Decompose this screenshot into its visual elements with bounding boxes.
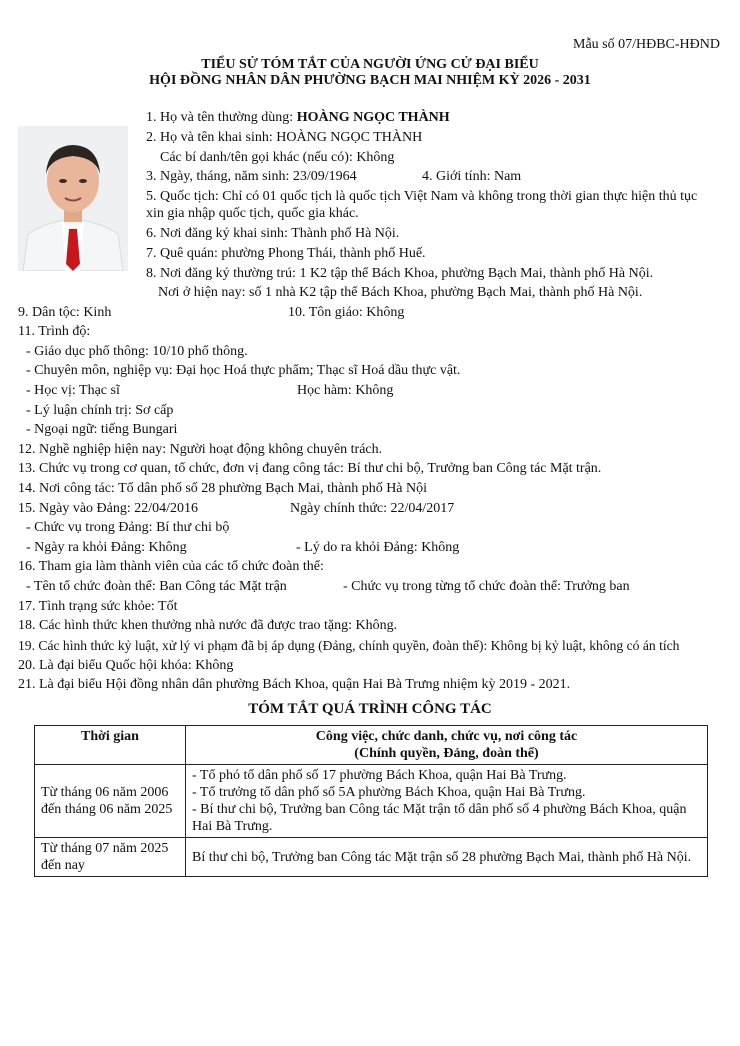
header-period: Thời gian	[35, 726, 186, 765]
row-period: Từ tháng 07 năm 2025 đến nay	[35, 838, 186, 877]
field-party-leave-reason: - Lý do ra khỏi Đảng: Không	[296, 540, 460, 555]
field-awards: 18. Các hình thức khen thưởng nhà nước đã được trao tặng: Không.	[18, 618, 398, 633]
field-nationality-cont: xin gia nhập quốc tịch, quốc gia khác.	[146, 206, 359, 221]
header-work	[186, 726, 708, 765]
field-organizations: 16. Tham gia làm thành viên của các tổ chức đoàn thể:	[18, 559, 324, 574]
field-current-residence: Nơi ở hiện nay: số 1 nhà K2 tập thể Bách Khoa, phường Bạch Mai, thành phố Hà Nội.	[158, 285, 643, 300]
field-council-member: 21. Là đại biểu Hội đồng nhân dân phường Bách Khoa, quận Hai Bà Trưng nhiệm kỳ 2019 - 2021.	[18, 677, 571, 692]
header-work-line2: (Chính quyền, Đảng, đoàn thể)	[354, 746, 539, 761]
field-hometown: 7. Quê quán: phường Phong Thái, thành phố Huế.	[146, 246, 426, 261]
field-party-position: - Chức vụ trong Đảng: Bí thư chi bộ	[26, 520, 230, 535]
field-nationality: 5. Quốc tịch: Chỉ có 01 quốc tịch là quốc tịch Việt Nam và không trong thời gian thực hiện thủ tục	[146, 189, 698, 204]
table-row	[35, 838, 708, 877]
field-organization-role: - Chức vụ trong từng tổ chức đoàn thể: Trưởng ban	[343, 579, 630, 594]
field-occupation: 12. Nghề nghiệp hiện nay: Người hoạt động không chuyên trách.	[18, 442, 383, 457]
title-line-2: HỘI ĐỒNG NHÂN DÂN PHƯỜNG BẠCH MAI NHIỆM KỲ 2026 - 2031	[149, 73, 591, 88]
field-academic-title: Học hàm: Không	[297, 383, 394, 398]
field-party-official-date: Ngày chính thức: 22/04/2017	[290, 501, 455, 516]
field-general-education: - Giáo dục phổ thông: 10/10 phổ thông.	[26, 344, 248, 359]
field-specialization: - Chuyên môn, nghiệp vụ: Đại học Hoá thực phẩm; Thạc sĩ Hoá dầu thực vật.	[26, 363, 461, 378]
field-workplace: 14. Nơi công tác: Tổ dân phố số 28 phường Bạch Mai, thành phố Hà Nội	[18, 481, 428, 496]
field-party-leave-date: - Ngày ra khỏi Đảng: Không	[26, 540, 187, 555]
work-line: - Tổ trưởng tổ dân phố số 5A phường Bách Khoa, quận Hai Bà Trưng.	[192, 785, 586, 800]
field-common-name: 1. Họ và tên thường dùng: HOÀNG NGỌC THÀNH	[146, 110, 450, 125]
work-summary-title: TÓM TẮT QUÁ TRÌNH CÔNG TÁC	[248, 701, 492, 717]
field-ethnicity: 9. Dân tộc: Kinh	[18, 305, 112, 320]
work-line: - Bí thư chi bộ, Trưởng ban Công tác Mặt trận tổ dân phố số 4 phường Bách Khoa, quận Hai Bà Trưng.	[192, 802, 687, 834]
title-line-1: TIỂU SỬ TÓM TẮT CỦA NGƯỜI ỨNG CỬ ĐẠI BIỂU	[201, 57, 539, 72]
field-permanent-residence: 8. Nơi đăng ký thường trú: 1 K2 tập thể Bách Khoa, phường Bạch Mai, thành phố Hà Nội.	[146, 266, 654, 281]
field-birth-registration: 6. Nơi đăng ký khai sinh: Thành phố Hà Nội.	[146, 226, 400, 241]
form-number: Mẫu số 07/HĐBC-HĐND	[573, 37, 720, 52]
candidate-photo	[18, 126, 128, 271]
candidate-name: HOÀNG NGỌC THÀNH	[296, 110, 450, 125]
field-education: 11. Trình độ:	[18, 324, 91, 339]
table-row	[35, 765, 708, 838]
field-gender: 4. Giới tính: Nam	[422, 169, 522, 184]
field-degree: - Học vị: Thạc sĩ	[26, 383, 120, 398]
field-party-join-date: 15. Ngày vào Đảng: 22/04/2016	[18, 501, 199, 516]
field-foreign-language: - Ngoại ngữ: tiếng Bungari	[26, 422, 178, 437]
work-history-table	[34, 725, 708, 877]
field-discipline: 19. Các hình thức kỷ luật, xử lý vi phạm đã bị áp dụng (Đảng, chính quyền, đoàn thể): Không bị kỷ luật, không có án tích	[18, 638, 680, 653]
row-work	[186, 838, 708, 877]
field-organization-name: - Tên tổ chức đoàn thể: Ban Công tác Mặt trận	[26, 579, 287, 594]
table-header-row	[35, 726, 708, 765]
field-date-of-birth: 3. Ngày, tháng, năm sinh: 23/09/1964	[146, 169, 357, 184]
field-national-assembly: 20. Là đại biểu Quốc hội khóa: Không	[18, 658, 234, 673]
field-birth-name: 2. Họ và tên khai sinh: HOÀNG NGỌC THÀNH	[146, 130, 423, 145]
header-work-line1: Công việc, chức danh, chức vụ, nơi công tác	[315, 729, 578, 744]
row-work	[186, 765, 708, 838]
work-line: Bí thư chi bộ, Trưởng ban Công tác Mặt trận số 28 phường Bạch Mai, thành phố Hà Nội.	[192, 849, 692, 865]
field-religion: 10. Tôn giáo: Không	[288, 305, 405, 320]
field-aliases: Các bí danh/tên gọi khác (nếu có): Không	[160, 150, 395, 165]
row-period: Từ tháng 06 năm 2006 đến tháng 06 năm 2025	[35, 765, 186, 838]
work-line: - Tổ phó tổ dân phố số 17 phường Bách Khoa, quận Hai Bà Trưng.	[192, 768, 567, 783]
field-position: 13. Chức vụ trong cơ quan, tổ chức, đơn vị đang công tác: Bí thư chi bộ, Trưởng ban Công tác Mặt trận.	[18, 461, 602, 476]
field-health: 17. Tình trạng sức khỏe: Tốt	[18, 599, 178, 614]
field-political-theory: - Lý luận chính trị: Sơ cấp	[26, 403, 174, 418]
